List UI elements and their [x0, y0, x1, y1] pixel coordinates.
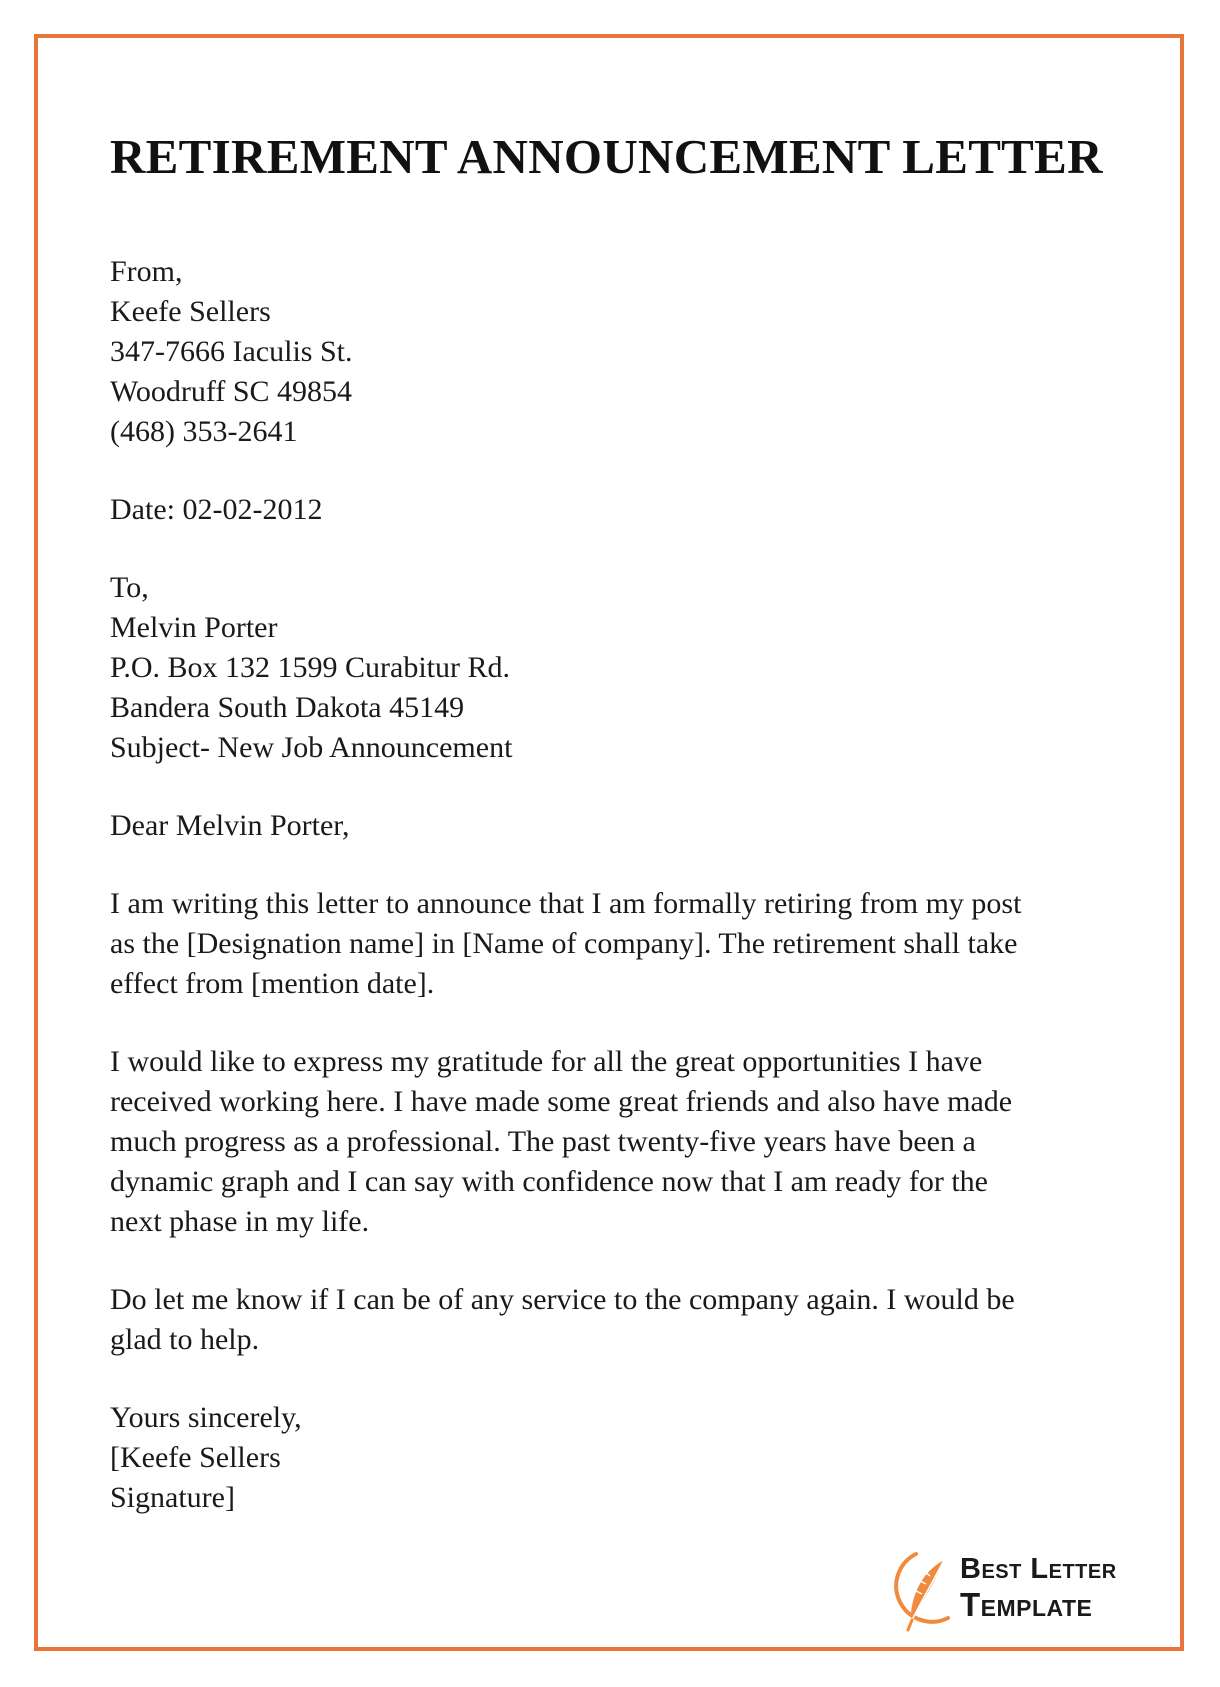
- paragraph-line: received working here. I have made some great friends and also have made: [110, 1085, 1013, 1118]
- brand-logo: [882, 1540, 1132, 1640]
- sender-label: From,: [110, 255, 183, 288]
- sender-phone: (468) 353-2641: [110, 415, 298, 448]
- paragraph-1: [110, 884, 1130, 1004]
- letter-subject: Subject- New Job Announcement: [110, 731, 513, 764]
- logo-line-2: Template: [960, 1586, 1093, 1623]
- paragraph-line: next phase in my life.: [110, 1205, 370, 1238]
- paragraph-line: effect from [mention date].: [110, 967, 435, 1000]
- closing-name: [Keefe Sellers: [110, 1441, 281, 1474]
- logo-line-1: Best Letter: [960, 1553, 1117, 1585]
- salutation-block: [110, 806, 1130, 846]
- valediction: Yours sincerely,: [110, 1401, 302, 1434]
- paragraph-line: much progress as a professional. The past twenty-five years have been a: [110, 1125, 976, 1158]
- paragraph-line: glad to help.: [110, 1323, 260, 1356]
- date-block: [110, 490, 1130, 530]
- paragraph-line: as the [Designation name] in [Name of company]. The retirement shall take: [110, 927, 1018, 960]
- paragraph-line: dynamic graph and I can say with confidence now that I am ready for the: [110, 1165, 988, 1198]
- sender-name: Keefe Sellers: [110, 295, 271, 328]
- logo-text: [960, 1552, 1117, 1624]
- recipient-label: To,: [110, 571, 149, 604]
- paragraph-line: I would like to express my gratitude for all the great opportunities I have: [110, 1045, 983, 1078]
- salutation: Dear Melvin Porter,: [110, 809, 350, 842]
- recipient-street: P.O. Box 132 1599 Curabitur Rd.: [110, 651, 511, 684]
- letter-title: RETIREMENT ANNOUNCEMENT LETTER: [110, 129, 1103, 184]
- paragraph-2: [110, 1042, 1130, 1242]
- recipient-block: [110, 568, 1130, 768]
- letter-date: Date: 02-02-2012: [110, 493, 323, 526]
- sender-block: [110, 252, 1130, 452]
- quill-feather-icon: [882, 1540, 958, 1636]
- sender-city: Woodruff SC 49854: [110, 375, 353, 408]
- sender-street: 347-7666 Iaculis St.: [110, 335, 353, 368]
- closing-block: [110, 1398, 1130, 1518]
- paragraph-3: [110, 1280, 1130, 1360]
- paragraph-line: Do let me know if I can be of any service to the company again. I would be: [110, 1283, 1015, 1316]
- recipient-city: Bandera South Dakota 45149: [110, 691, 465, 724]
- paragraph-line: I am writing this letter to announce that I am formally retiring from my post: [110, 887, 1022, 920]
- recipient-name: Melvin Porter: [110, 611, 278, 644]
- letter-body: [110, 252, 1130, 1518]
- closing-signature: Signature]: [110, 1481, 235, 1514]
